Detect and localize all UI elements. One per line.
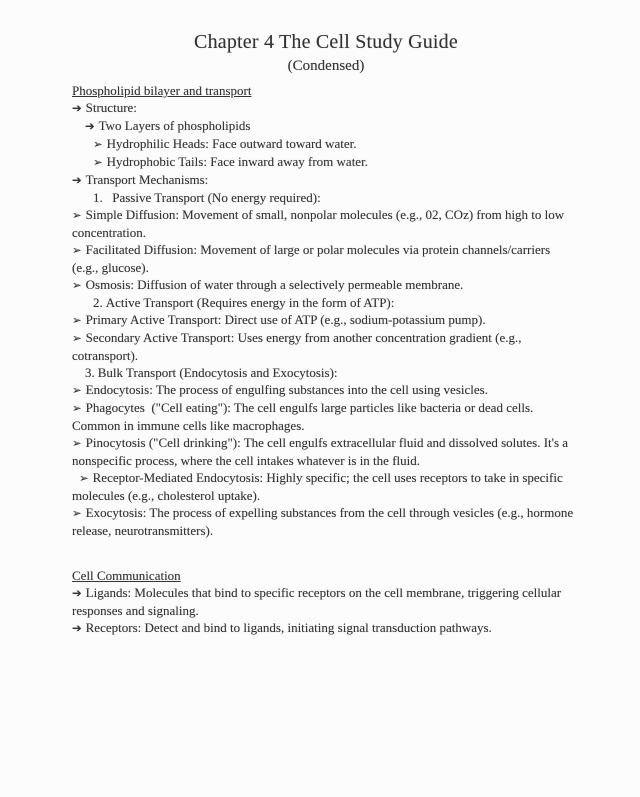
section-heading: Phospholipid bilayer and transport <box>72 83 252 98</box>
section <box>72 82 580 539</box>
arrowhead-bullet-icon: ➢ <box>72 383 82 397</box>
line-text: cotransport). <box>72 348 139 363</box>
line-text: Passive Transport (No energy required): <box>105 190 321 205</box>
arrow-bullet-icon: ➔ <box>72 586 82 600</box>
wrapped-line <box>72 417 580 434</box>
line-text: Facilitated Diffusion: Movement of large or polar molecules via protein channels/carriers <box>85 242 551 257</box>
line-text: Hydrophilic Heads: Face outward toward water. <box>106 136 357 151</box>
list-line <box>72 276 580 294</box>
arrowhead-bullet-icon: ➢ <box>72 436 82 450</box>
line-text: Phagocytes ("Cell eating"): The cell engulfs large particles like bacteria or dead cells. <box>85 400 534 415</box>
line-text: Receptor-Mediated Endocytosis: Highly specific; the cell uses receptors to take in specific <box>92 470 563 485</box>
line-text: Pinocytosis ("Cell drinking"): The cell engulfs extracellular fluid and dissolved solutes. It's a <box>85 435 569 450</box>
arrowhead-bullet-icon: ➢ <box>72 331 82 345</box>
line-text: Hydrophobic Tails: Face inward away from water. <box>106 154 368 169</box>
line-text: release, neurotransmitters). <box>72 523 214 538</box>
line-text: Structure: <box>85 100 137 115</box>
line-text: Ligands: Molecules that bind to specific receptors on the cell membrane, triggering cellular <box>85 585 562 600</box>
list-line <box>72 189 580 206</box>
list-line <box>72 399 580 417</box>
arrow-bullet-icon: ➔ <box>72 101 82 115</box>
arrowhead-bullet-icon: ➢ <box>72 401 82 415</box>
number-marker: 1. <box>93 190 103 205</box>
line-text: Two Layers of phospholipids <box>98 118 251 133</box>
line-text: nonspecific process, where the cell intakes whatever is in the fluid. <box>72 453 420 468</box>
line-text: molecules (e.g., cholesterol uptake). <box>72 488 261 503</box>
wrapped-line <box>72 522 580 539</box>
document-title: Chapter 4 The Cell Study Guide <box>194 31 458 53</box>
arrow-bullet-icon: ➔ <box>72 621 82 635</box>
line-text: Common in immune cells like macrophages. <box>72 418 305 433</box>
line-text: Bulk Transport (Endocytosis and Exocytosis): <box>97 365 338 380</box>
list-line <box>72 99 580 117</box>
list-line <box>72 311 580 329</box>
line-text: Receptors: Detect and bind to ligands, initiating signal transduction pathways. <box>85 620 492 635</box>
arrowhead-bullet-icon: ➢ <box>72 243 82 257</box>
list-line <box>72 206 580 224</box>
arrow-bullet-icon: ➔ <box>85 119 95 133</box>
list-line <box>72 153 580 171</box>
number-marker: 3. <box>85 365 95 380</box>
line-text: Endocytosis: The process of engulfing substances into the cell using vesicles. <box>85 382 488 397</box>
line-text: Primary Active Transport: Direct use of ATP (e.g., sodium-potassium pump). <box>85 312 486 327</box>
list-line <box>72 171 580 189</box>
line-text: Secondary Active Transport: Uses energy from another concentration gradient (e.g., <box>85 330 522 345</box>
number-marker: 2. <box>93 295 103 310</box>
line-text: Active Transport (Requires energy in the form of ATP): <box>105 295 395 310</box>
arrowhead-bullet-icon: ➢ <box>79 471 89 485</box>
list-line <box>72 381 580 399</box>
wrapped-line <box>72 347 580 364</box>
line-text: Transport Mechanisms: <box>85 172 209 187</box>
line-text: responses and signaling. <box>72 603 199 618</box>
arrowhead-bullet-icon: ➢ <box>93 137 103 151</box>
line-text: Exocytosis: The process of expelling substances from the cell through vesicles (e.g., hormone <box>85 505 574 520</box>
wrapped-line <box>72 452 580 469</box>
list-line <box>72 619 580 637</box>
section-heading: Cell Communication <box>72 568 181 583</box>
wrapped-line <box>72 224 580 241</box>
list-line <box>72 434 580 452</box>
wrapped-line <box>72 259 580 276</box>
arrowhead-bullet-icon: ➢ <box>93 155 103 169</box>
wrapped-line <box>72 602 580 619</box>
arrowhead-bullet-icon: ➢ <box>72 506 82 520</box>
list-line <box>72 135 580 153</box>
list-line <box>72 241 580 259</box>
list-line <box>72 294 580 311</box>
wrapped-line <box>72 487 580 504</box>
arrowhead-bullet-icon: ➢ <box>72 208 82 222</box>
list-line <box>72 329 580 347</box>
line-text: Simple Diffusion: Movement of small, nonpolar molecules (e.g., 02, COz) from high to low <box>85 207 565 222</box>
line-text: (e.g., glucose). <box>72 260 149 275</box>
document-body <box>72 82 580 637</box>
arrowhead-bullet-icon: ➢ <box>72 278 82 292</box>
list-line <box>72 117 580 135</box>
line-text: Osmosis: Diffusion of water through a selectively permeable membrane. <box>85 277 464 292</box>
line-text: concentration. <box>72 225 146 240</box>
arrow-bullet-icon: ➔ <box>72 173 82 187</box>
arrowhead-bullet-icon: ➢ <box>72 313 82 327</box>
document-subtitle: (Condensed) <box>287 58 365 74</box>
list-line <box>72 584 580 602</box>
list-line <box>72 469 580 487</box>
section <box>72 567 580 637</box>
list-line <box>72 364 580 381</box>
list-line <box>72 504 580 522</box>
